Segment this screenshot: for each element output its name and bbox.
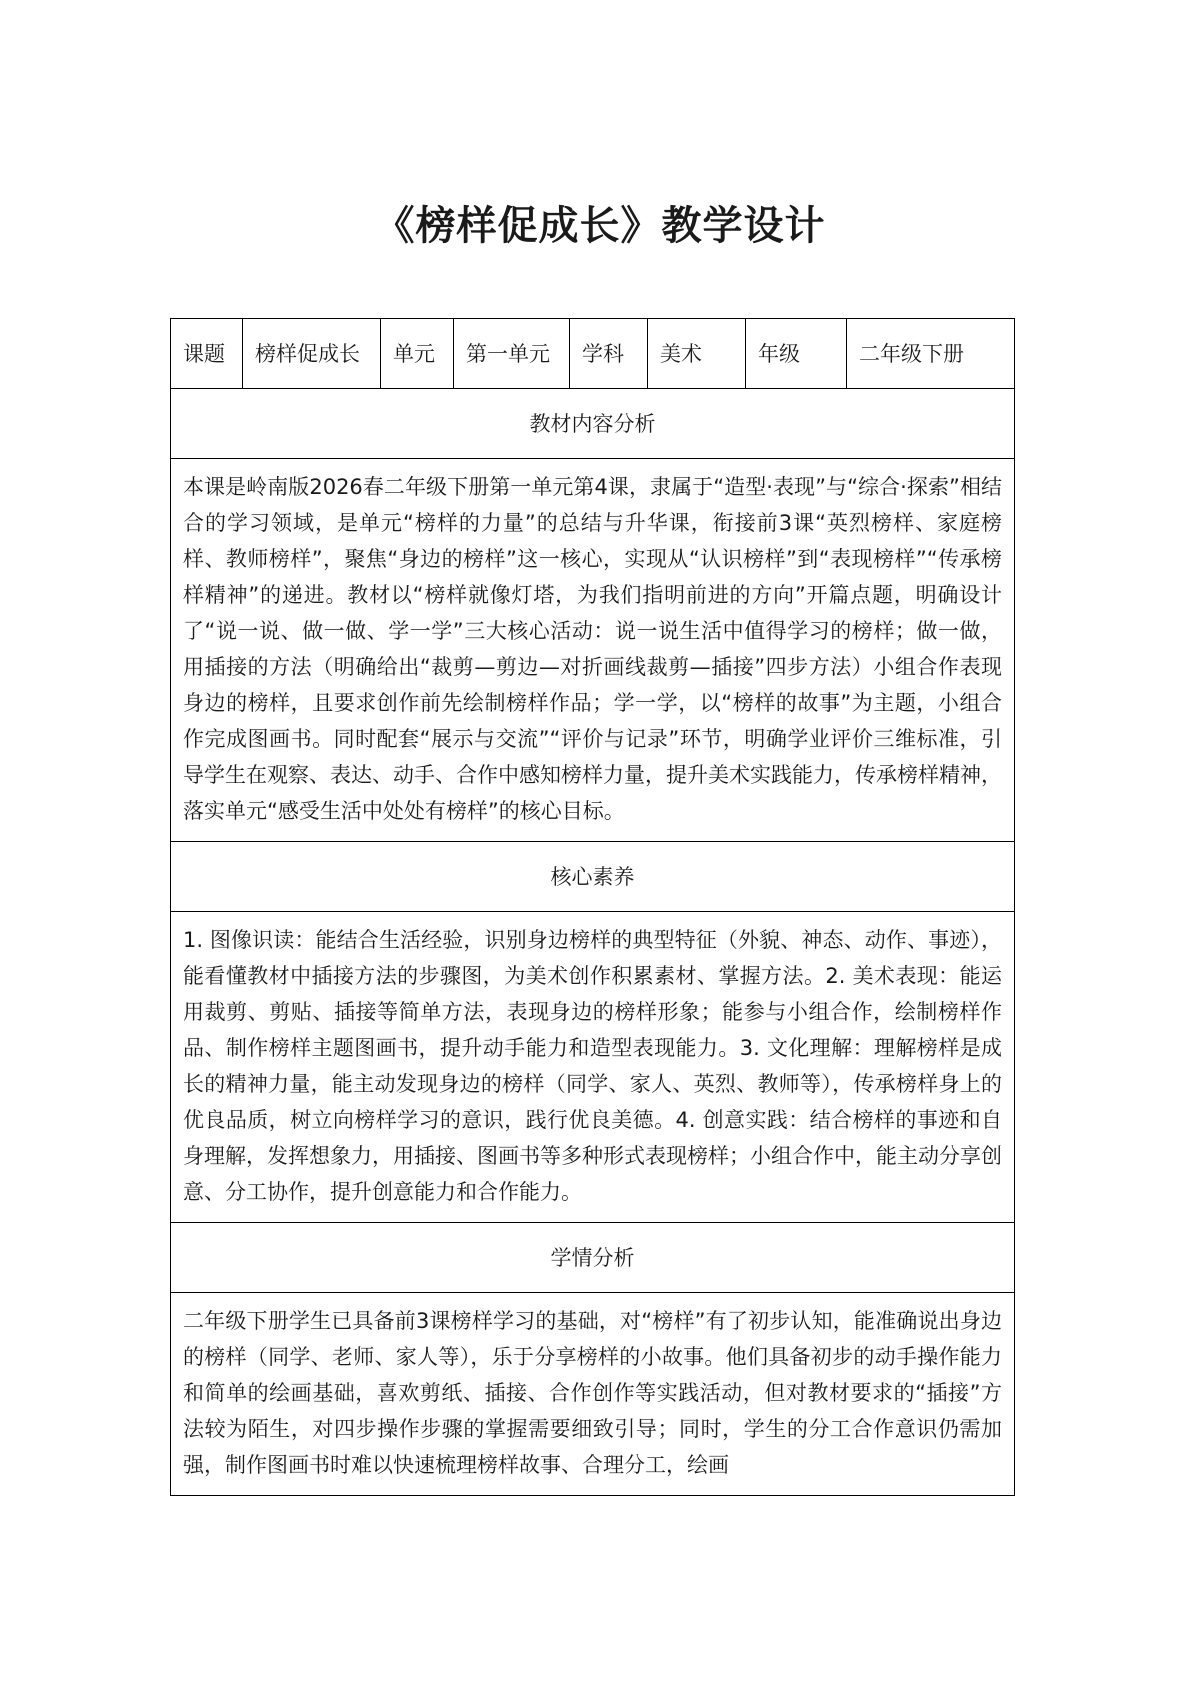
unit-value: 第一单元 <box>454 319 570 389</box>
lesson-design-table <box>170 318 1015 1496</box>
topic-label: 课题 <box>171 319 243 389</box>
literacy-header-row <box>171 842 1015 912</box>
literacy-body-row <box>171 912 1015 1223</box>
grade-value: 二年级下册 <box>847 319 1015 389</box>
subject-value: 美术 <box>648 319 746 389</box>
topic-value: 榜样促成长 <box>243 319 381 389</box>
lesson-info-row <box>171 319 1015 389</box>
materials-body-row <box>171 459 1015 842</box>
materials-heading: 教材内容分析 <box>171 389 1015 459</box>
unit-label: 单元 <box>381 319 454 389</box>
literacy-heading: 核心素养 <box>171 842 1015 912</box>
learners-header-row <box>171 1223 1015 1293</box>
materials-body: 本课是岭南版2026春二年级下册第一单元第4课，隶属于“造型·表现”与“综合·探索”相结合的学习领域，是单元“榜样的力量”的总结与升华课，衔接前3课“英烈榜样、家庭榜样、教师榜样”，聚焦“身边的榜样”这一核心，实现从“认识榜样”到“表现榜样”“传承榜样精神”的递进。教材以“榜样就像灯塔，为我们指明前进的方向”开篇点题，明确设计了“说一说、做一做、学一学”三大核心活动：说一说生活中值得学习的榜样；做一做，用插接的方法（明确给出“裁剪—剪边—对折画线裁剪—插接”四步方法）小组合作表现身边的榜样，且要求创作前先绘制榜样作品；学一学，以“榜样的故事”为主题，小组合作完成图画书。同时配套“展示与交流”“评价与记录”环节，明确学业评价三维标准，引导学生在观察、表达、动手、合作中感知榜样力量，提升美术实践能力，传承榜样精神，落实单元“感受生活中处处有榜样”的核心目标。 <box>171 459 1015 842</box>
learners-body-row <box>171 1293 1015 1496</box>
learners-heading: 学情分析 <box>171 1223 1015 1293</box>
page-title: 《榜样促成长》教学设计 <box>374 203 826 249</box>
materials-header-row <box>171 389 1015 459</box>
subject-label: 学科 <box>570 319 648 389</box>
grade-label: 年级 <box>746 319 847 389</box>
learners-body: 二年级下册学生已具备前3课榜样学习的基础，对“榜样”有了初步认知，能准确说出身边的榜样（同学、老师、家人等），乐于分享榜样的小故事。他们具备初步的动手操作能力和简单的绘画基础，喜欢剪纸、插接、合作创作等实践活动，但对教材要求的“插接”方法较为陌生，对四步操作步骤的掌握需要细致引导；同时，学生的分工合作意识仍需加强，制作图画书时难以快速梳理榜样故事、合理分工，绘画 <box>171 1293 1015 1496</box>
literacy-body: 1. 图像识读：能结合生活经验，识别身边榜样的典型特征（外貌、神态、动作、事迹），能看懂教材中插接方法的步骤图，为美术创作积累素材、掌握方法。2. 美术表现：能运用裁剪、剪贴、插接等简单方法，表现身边的榜样形象；能参与小组合作，绘制榜样作品、制作榜样主题图画书，提升动手能力和造型表现能力。3. 文化理解：理解榜样是成长的精神力量，能主动发现身边的榜样（同学、家人、英烈、教师等），传承榜样身上的优良品质，树立向榜样学习的意识，践行优良美德。4. 创意实践：结合榜样的事迹和自身理解，发挥想象力，用插接、图画书等多种形式表现榜样；小组合作中，能主动分享创意、分工协作，提升创意能力和合作能力。 <box>171 912 1015 1223</box>
